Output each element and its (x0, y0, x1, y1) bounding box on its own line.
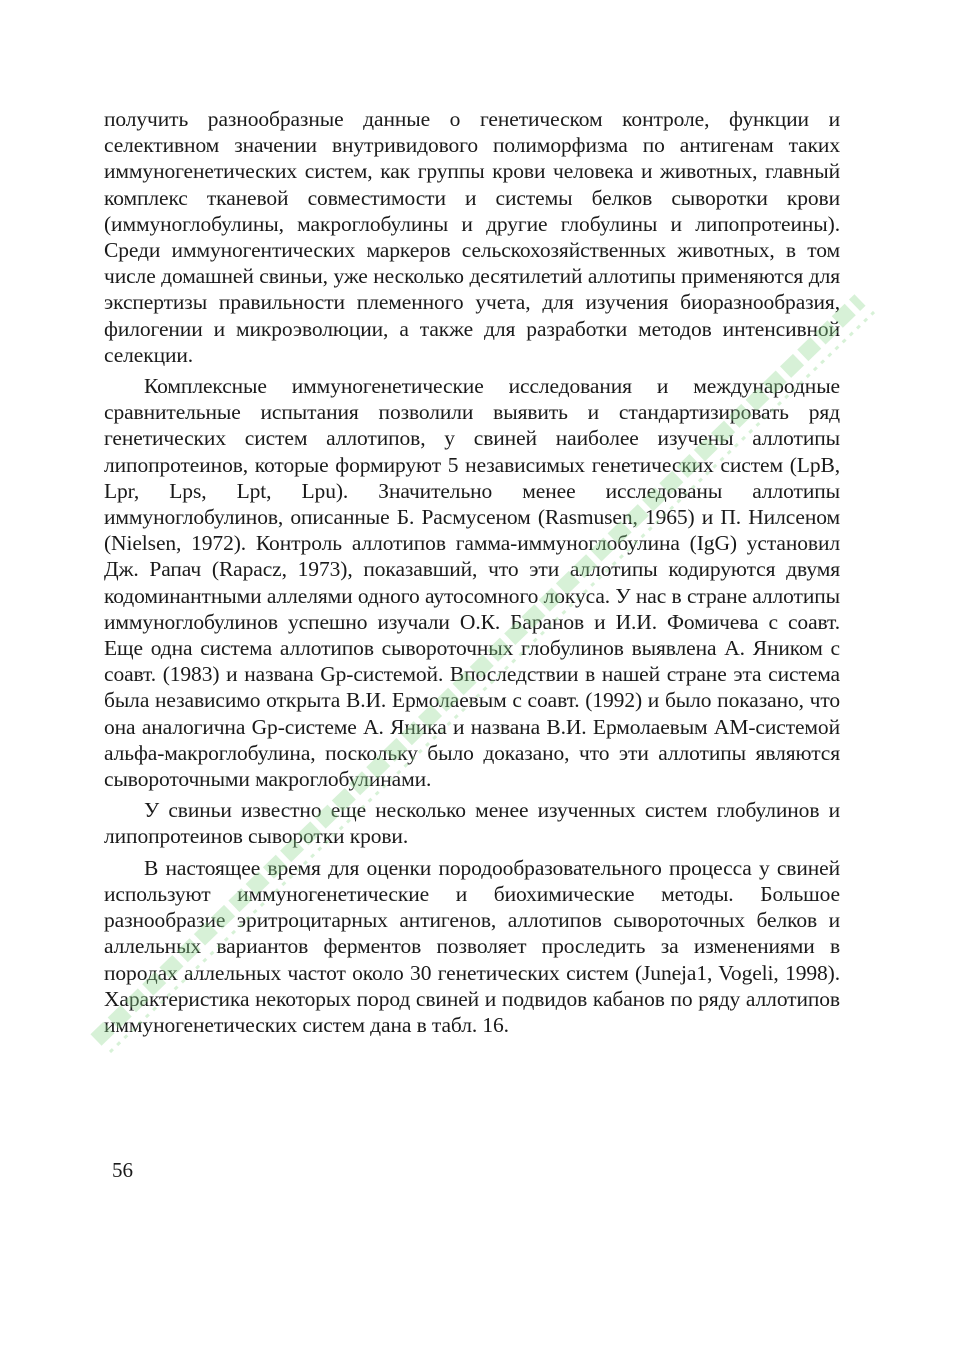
page-number: 56 (112, 1158, 133, 1182)
paragraph-4: В настоящее время для оценки породообразовательного процесса у свиней используют иммуногенетические и биохимические методы. Большое разнообразие эритроцитарных антигенов, аллотипов сывороточных белков и аллельных вариантов ферментов позволяет проследить за изменениями в породах аллельных частот около 30 генетических систем (Juneja1, Vogeli, 1998). Характеристика некоторых пород свиней и подвидов кабанов по ряду аллотипов иммуногенетических систем дана в табл. 16. (104, 855, 840, 1037)
paragraph-3: У свиньи известно еще несколько менее изученных систем глобулинов и липопротеинов сыворотки крови. (104, 798, 840, 849)
body-text (104, 106, 840, 1043)
paragraph-2: Комплексные иммуногенетические исследования и международные сравнительные испытания позволили выявить и стандартизировать ряд генетических систем аллотипов, у свиней наиболее изучены аллотипы липопротеинов, которые формируют 5 независимых генетических систем (LpB, Lpr, Lps, Lpt, Lpu). Значительно менее исследованы аллотипы иммуноглобулинов, описанные Б. Расмусеном (Rasmusen, 1965) и П. Нилсеном (Nielsen, 1972). Контроль аллотипов гамма-иммуноглобулина (IgG) установил Дж. Рапач (Rapacz, 1973), показавший, что эти аллотипы кодируются двумя кодоминантными аллелями одного аутосомного локуса. У нас в стране аллотипы иммуноглобулинов успешно изучали О.К. Баранов и И.И. Фомичева с соавт. Еще одна система аллотипов сывороточных глобулинов выявлена А. Яником с соавт. (1983) и названа Gp-системой. Впоследствии в нашей стране эта система была независимо открыта В.И. Ермолаевым с соавт. (1992) и было показано, что она аналогична Gp-системе А. Яника и названа В.И. Ермолаевым АМ-системой альфа-макроглобулина, поскольку было доказано, что эти аллотипы являются сывороточными макроглобулинами. (104, 374, 840, 792)
paragraph-1: получить разнообразные данные о генетическом контроле, функции и селективном значении внутривидового полиморфизма по антигенам таких иммуногенетических систем, как группы крови человека и животных, главный комплекс тканевой совместимости и системы белков сыворотки крови (иммуноглобулины, макроглобулины и другие глобулины и липопротеины). Среди иммуногентических маркеров сельскохозяйственных животных, в том числе домашней свиньи, уже несколько десятилетий аллотипы применяются для экспертизы правильности племенного учета, для изучения биоразнообразия, филогении и микроэволюции, а также для разработки методов интенсивной селекции. (104, 107, 840, 367)
